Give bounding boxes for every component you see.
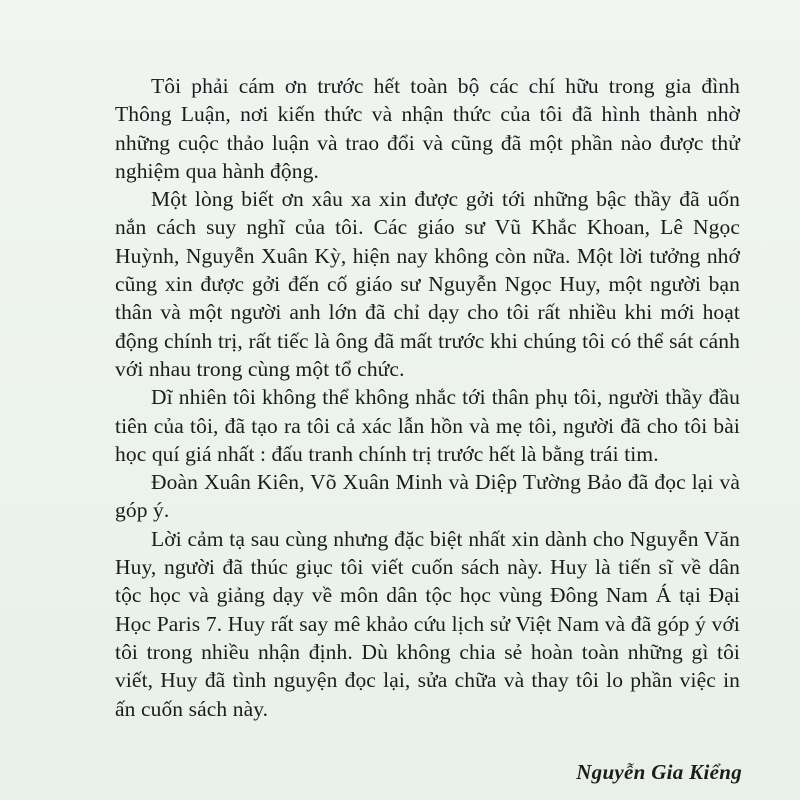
paragraph-thanks-thong-luan: Tôi phải cám ơn trước hết toàn bộ các chí hữu trong gia đình Thông Luận, nơi kiến thức và nhận thức của tôi đã hình thành nhờ những cuộc thảo luận và trao đổi và cũng đã một phần nào được thử nghiệm qua hành động. (115, 74, 740, 183)
paragraph-thanks-teachers: Một lòng biết ơn xâu xa xin được gởi tới những bậc thầy đã uốn nắn cách suy nghĩ của tôi. Các giáo sư Vũ Khắc Khoan, Lê Ngọc Huỳnh, Nguyễn Xuân Kỳ, hiện nay không còn nữa. Một lời tưởng nhớ cũng xin được gởi đến cố giáo sư Nguyễn Ngọc Huy, một người bạn thân và một người anh lớn đã chỉ dạy cho tôi rất nhiều khi mới hoạt động chính trị, rất tiếc là ông đã mất trước khi chúng tôi có thể sát cánh với nhau trong cùng một tổ chức. (115, 187, 740, 381)
author-signature: Nguyễn Gia Kiểng (576, 760, 742, 784)
paragraph-thanks-parents: Dĩ nhiên tôi không thể không nhắc tới thân phụ tôi, người thầy đầu tiên của tôi, đã tạo ra tôi cả xác lẫn hồn và mẹ tôi, người đã cho tôi bài học quí giá nhất : đấu tranh chính trị trước hết là bằng trái tim. (115, 385, 740, 466)
paragraph-thanks-nguyen-van-huy: Lời cảm tạ sau cùng nhưng đặc biệt nhất xin dành cho Nguyễn Văn Huy, người đã thúc giục tôi viết cuốn sách này. Huy là tiến sĩ về dân tộc học và giảng dạy về môn dân tộc học vùng Đông Nam Á tại Đại Học Paris 7. Huy rất say mê khảo cứu lịch sử Việt Nam và đã góp ý với tôi trong nhiều nhận định. Dù không chia sẻ hoàn toàn những gì tôi viết, Huy đã tình nguyện đọc lại, sửa chữa và thay tôi lo phần việc in ấn cuốn sách này. (115, 526, 740, 721)
paragraph-thanks-reviewers: Đoàn Xuân Kiên, Võ Xuân Minh và Diệp Tường Bảo đã đọc lại và góp ý. (115, 470, 740, 523)
